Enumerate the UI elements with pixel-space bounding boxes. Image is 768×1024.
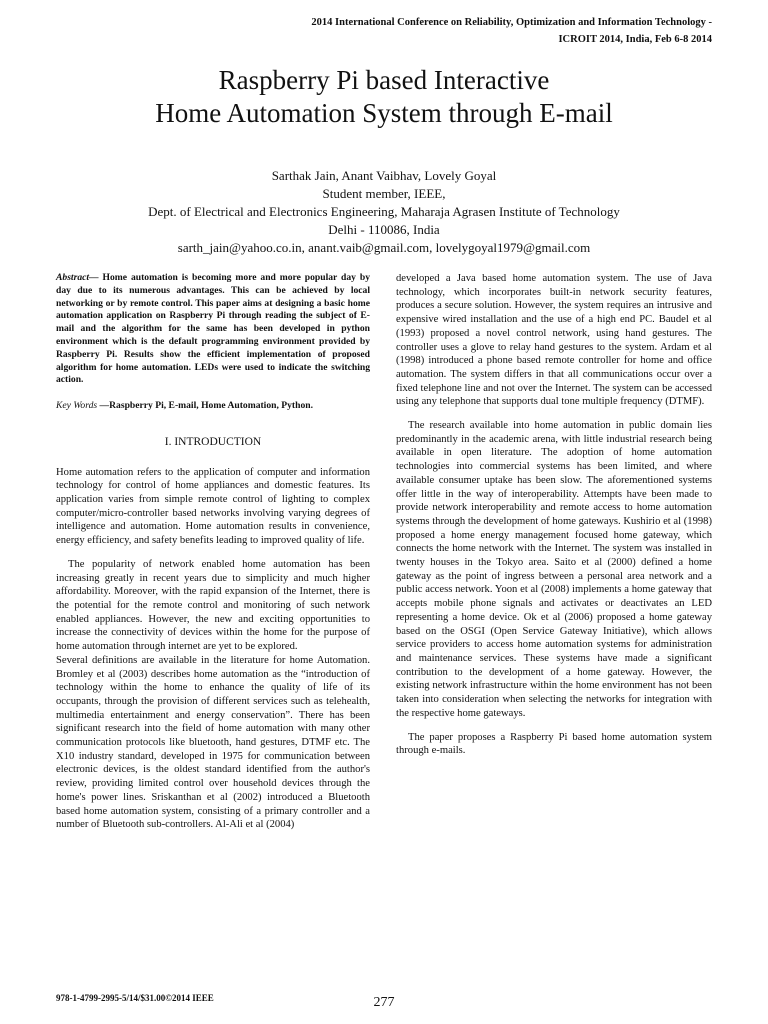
intro-paragraph-4: developed a Java based home automation system. The use of Java technology, which incorporates built-in network security features, produces a secure solution. However, the system requires an intrusive and expensive wired installation and the use of a high end PC. Baudel et al (1993) proposed a novel control network, using hand gestures. The controller uses a glove to relay hand gestures to the system. Ardam et al (1998) introduced a phone based remote controller for home and office automation. The system differs in that all communications occur over a fixed telephone line and not over the Internet. The system can be accessed using any telephone that supports dual tone multiple frequency (DTMF). [396,273,712,408]
keywords-label: Key Words [56,400,98,412]
paper-title [0,64,768,130]
copyright-isbn: 978-1-4799-2995-5/14/$31.00©2014 IEEE [56,993,214,1003]
abstract [56,272,370,387]
author-location: Delhi - 110086, India [328,222,440,237]
intro-paragraph-5: The research available into home automation in public domain lies predominantly in the academic arena, with little industrial research being available in open literature. The adoption of home automation technologies into commercial systems has been limited, and where available consumer uptake has been slow. The aforementioned systems offer little in the way of interoperability. Attempts have been made to provide network interoperability and remote access to home automation systems through the development of home gateways. Kushirio et al (1998) proposed a home energy management focused home gateway, which connects the home network with the Internet. The system was installed in twenty houses in the Tokyo area. Saito et al (2000) defined a home gateway as the point of ingress between a personal area network and a public access network. Yoon et al (2008) implements a home gateway that accepts mobile phone signals and activates or deactivates an LED representing a home device. Ok et al (2006) proposed a home gateway based on the OSGI (Open Service Gateway Initiative), which allows service providers to access home automation systems for administration and maintenance services. These systems have made a significant contribution to the development of a home gateway. However, the existing network infrastructure within the home environment has not been taken into consideration when selecting the networks for integration with the respective home gateways. [396,420,712,719]
intro-paragraph-6: The paper proposes a Raspberry Pi based home automation system through e-mails. [396,731,712,757]
author-affiliation: Dept. of Electrical and Electronics Engineering, Maharaja Agrasen Institute of Technology [148,204,620,219]
intro-paragraph-3: Several definitions are available in the literature for home Automation. Bromley et al (2003) describes home automation as the “introduction of technology within the home to enhance the quality of life of its occupants, through the provision of different services such as telehealth, multimedia entertainment and energy conservation”. There has been significant research into the field of home automation with many other communication protocols like bluetooth, hand gestures, DTMF etc. The X10 industry standard, developed in 1975 for communication between electronic devices, is the oldest standard identified from the author's review, providing limited control over household devices through the home's power lines. Sriskanthan et al (2002) introduced a Bluetooth based home automation system, consisting of a primary controller and a number of Bluetooth sub-controllers. Al-Ali et al (2004) [56,654,370,831]
author-emails: sarth_jain@yahoo.co.in, anant.vaib@gmail.com, lovelygoyal1979@gmail.com [177,240,591,255]
keywords [56,400,370,413]
title-line-1: Raspberry Pi based Interactive [218,65,550,95]
conference-header [192,14,712,48]
page-number: 277 [373,995,395,1010]
section-heading-introduction: I. INTRODUCTION [164,435,262,448]
conference-line-2: ICROIT 2014, India, Feb 6-8 2014 [558,34,712,45]
intro-paragraph-2: The popularity of network enabled home automation has been increasing greatly in recent years due to simplicity and much higher affordability. Moreover, with the rapid expansion of the Internet, there is the potential for the remote control and monitoring of such network enabled appliances. However, the new and exciting opportunities to increase the connectivity of devices within the home for the purpose of home automation through internet are yet to be explored. [56,558,370,653]
right-column [396,272,712,758]
abstract-label: Abstract— [56,272,99,283]
author-names: Sarthak Jain, Anant Vaibhav, Lovely Goyal [271,168,497,183]
keywords-text: —Raspberry Pi, E-mail, Home Automation, Python. [97,400,313,412]
conference-line-1: 2014 International Conference on Reliability, Optimization and Information Technology - [311,17,712,28]
abstract-text: Home automation is becoming more and more popular day by day due to its numerous advantages. This can be achieved by local networking or by remote control. This paper aims at designing a basic home automation application on Raspberry Pi through reading the subject of E-mail and the algorithm for the same has been developed in python environment which is the default programming environment provided by Raspberry Pi. Results show the efficient implementation of proposed algorithm for home automation. LEDs were used to indicate the switching action. [56,272,370,386]
left-column [56,272,370,832]
intro-paragraph-1: Home automation refers to the application of computer and information technology for control of home appliances and domestic features. Its application varies from simple remote control of lighting to complex computer/micro-controller based networks involving varying degrees of intelligence and automation. Home automation results in convenience, energy efficiency, and safety benefits leading to improved quality of life. [56,466,370,547]
author-membership: Student member, IEEE, [322,186,446,201]
title-line-2: Home Automation System through E-mail [155,98,613,128]
author-block [0,167,768,257]
